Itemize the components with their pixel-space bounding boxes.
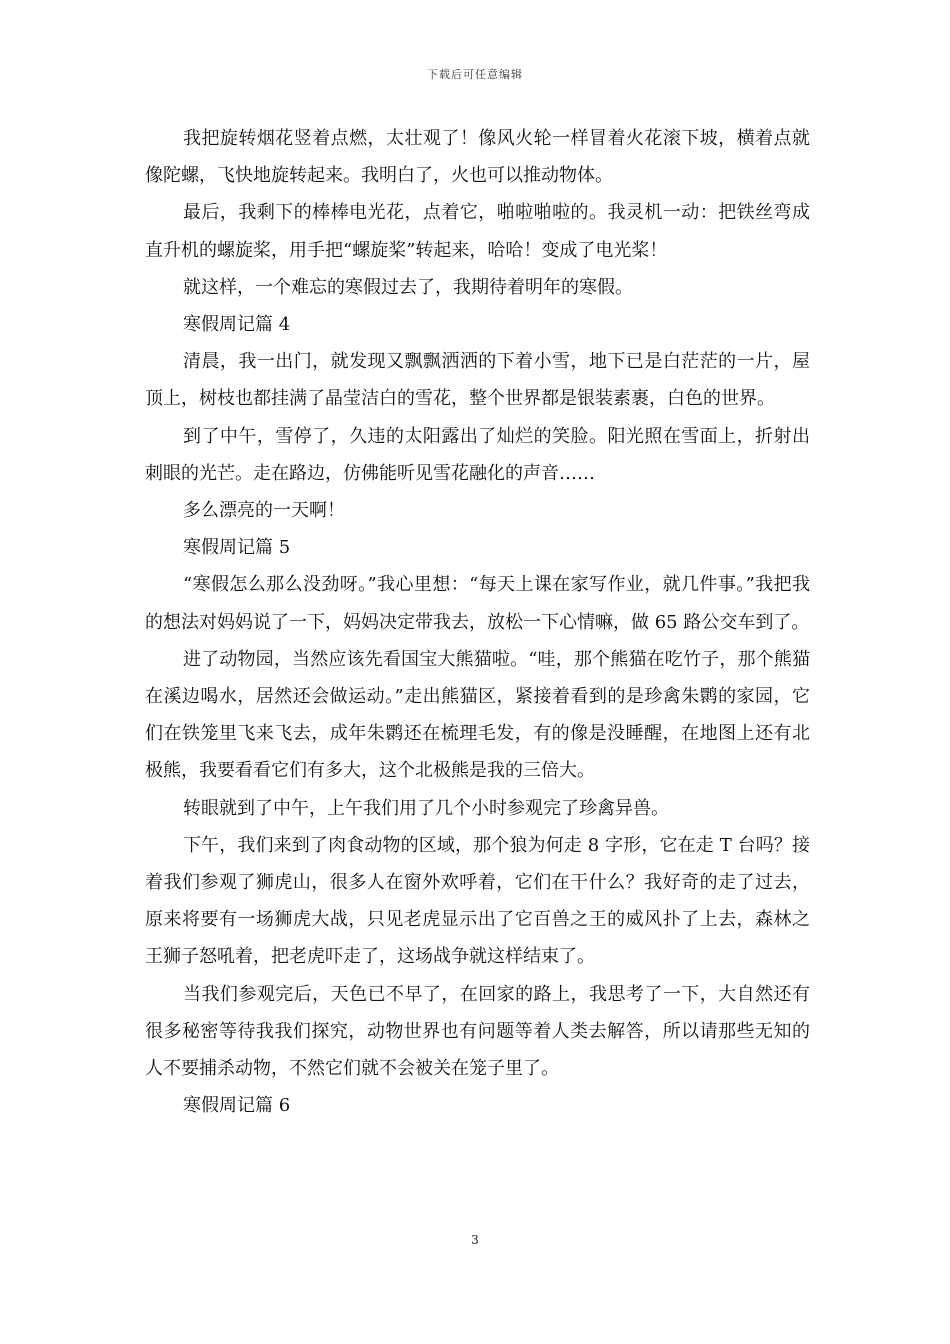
section-heading: 寒假周记篇 6 (183, 1095, 291, 1117)
paragraph: 转眼就到了中午，上午我们用了几个小时参观完了珍禽异兽。 (183, 797, 669, 819)
page-number: 3 (471, 1233, 479, 1247)
paragraph: “寒假怎么那么没劲呀。”我心里想：“每天上课在家写作业，就几件事。”我把我的想法对妈妈说了一下，妈妈决定带我去，放松一下心情嘛，做 65 路公交车到了。 (145, 574, 810, 633)
paragraph: 下午，我们来到了肉食动物的区域，那个狼为何走 8 字形，它在走 T 台吗？接着我们参观了狮虎山，很多人在窗外欢呼着，它们在干什么？我好奇的走了过去，原来将要有一场狮虎大战，只见老虎显示出了它百兽之王的威风扑了上去，森林之王狮子怒吼着，把老虎吓走了，这场战争就这样结束了。 (145, 834, 810, 968)
paragraph: 就这样，一个难忘的寒假过去了，我期待着明年的寒假。 (183, 276, 633, 298)
paragraph: 多么漂亮的一天啊！ (183, 500, 345, 522)
paragraph: 当我们参观完后，天色已不早了，在回家的路上，我思考了一下，大自然还有很多秘密等待我我们探究，动物世界也有问题等着人类去解答，所以请那些无知的人不要捕杀动物，不然它们就不会被关在笼子里了。 (145, 983, 810, 1080)
paragraph: 最后，我剩下的棒棒电光花，点着它，啪啦啪啦的。我灵机一动：把铁丝弯成直升机的螺旋桨，用手把“螺旋桨”转起来，哈哈！变成了电光桨！ (145, 202, 810, 261)
paragraph: 清晨，我一出门，就发现又飘飘洒洒的下着小雪，地下已是白茫茫的一片，屋顶上，树枝也都挂满了晶莹洁白的雪花，整个世界都是银装素裹，白色的世界。 (145, 351, 810, 410)
paragraph: 到了中午，雪停了，久违的太阳露出了灿烂的笑脸。阳光照在雪面上，折射出刺眼的光芒。走在路边，仿佛能听见雪花融化的声音…… (145, 425, 810, 484)
page-header: 下载后可任意编辑 (427, 68, 523, 81)
section-heading: 寒假周记篇 5 (183, 537, 291, 559)
section-heading: 寒假周记篇 4 (183, 314, 291, 336)
document-body (145, 120, 810, 1124)
paragraph: 进了动物园，当然应该先看国宝大熊猫啦。“哇，那个熊猫在吃竹子，那个熊猫在溪边喝水，居然还会做运动。”走出熊猫区，紧接着看到的是珍禽朱鹮的家园，它们在铁笼里飞来飞去，成年朱鹮还在梳理毛发，有的像是没睡醒，在地图上还有北极熊，我要看看它们有多大，这个北极熊是我的三倍大。 (145, 648, 810, 782)
paragraph: 我把旋转烟花竖着点燃，太壮观了！像风火轮一样冒着火花滚下坡，横着点就像陀螺，飞快地旋转起来。我明白了，火也可以推动物体。 (145, 128, 810, 187)
